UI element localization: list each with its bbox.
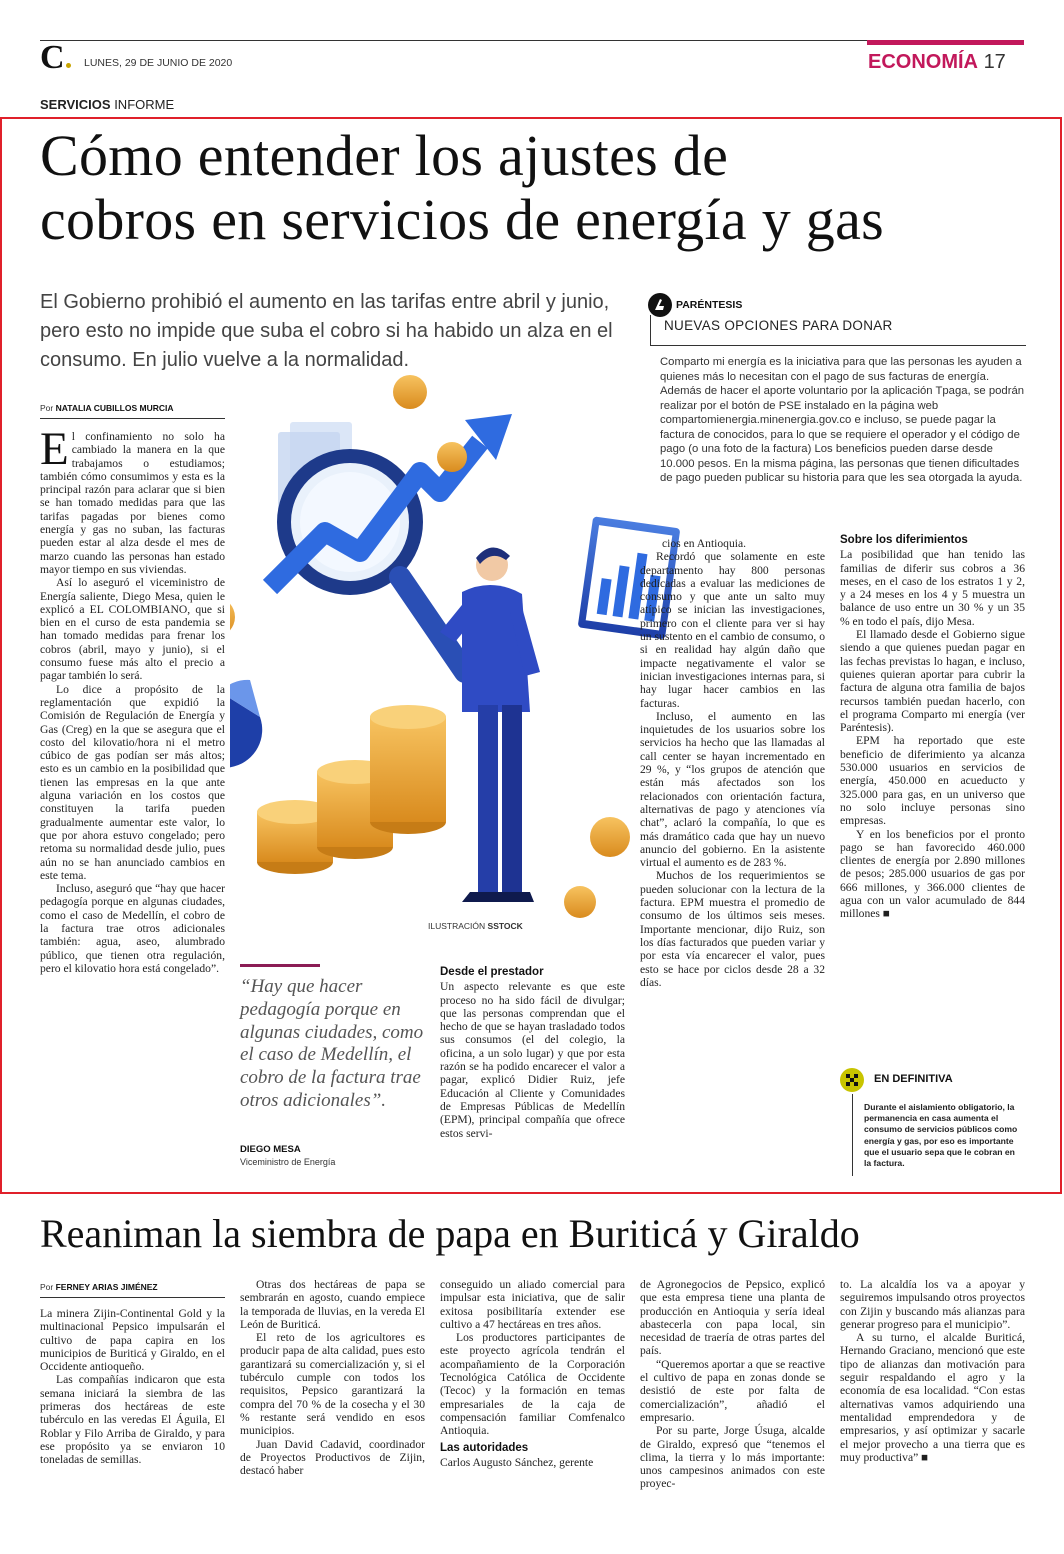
definitiva-body: Durante el aislamiento obligatorio, la permanencia en casa aumenta el consumo de servicios públicos como energía y gas, por eso es importante que el usuario sepa que le cobran en la factura.: [864, 1102, 1018, 1169]
parentesis-title: NUEVAS OPCIONES PARA DONAR: [664, 318, 893, 333]
paragraph: Las compañías indicaron que esta semana iniciará la siembra de las primeras dos hectáreas de este tubérculo en las veredas El Águila, El Roblar y Filo Arriba de Giraldo, y para ese propósito ya se enviaron 10 toneladas de semillas.: [40, 1373, 225, 1467]
paragraph: de Agronegocios de Pepsico, explicó que esta empresa tiene una planta de producción en Antioquia y sería ideal abastecerla con papa local, sin necesidad de traería de otras partes del país.: [640, 1278, 825, 1358]
headline-line-1: Cómo entender los ajustes de: [40, 123, 729, 188]
article-column-1: [40, 423, 225, 975]
paragraph: Otras dos hectáreas de papa se sembrarán en agosto, cuando empiece la temporada de lluvias, en la vereda El León de Buriticá.: [240, 1278, 425, 1331]
headline: [40, 124, 884, 252]
parentesis-rule-h: [650, 345, 1026, 346]
article2-headline: Reaniman la siembra de papa en Buriticá y Giraldo: [40, 1211, 860, 1256]
paragraph: Un aspecto relevante es que este proceso no ha sido fácil de divulgar; que las personas comprendan que el hecho de que se hayan trasladado todos sus consumos (el del colegio, la oficina, a un solo lugar) y que por esta razón se ha podido encarecer el valor a pagar, explicó Didier Ruiz, jefe Educación al Cliente y Comunidades de Empresas Públicas de Medellín (EPM), principal compañía que ofrece estos servi-: [440, 980, 625, 1140]
parentesis-body: Comparto mi energía es la iniciativa para que las personas les ayuden a quienes más lo necesitan con el pago de sus facturas de energía. Además de hacer el aporte voluntario por la aplicación Tpaga, se podrán realizar por el botón de PSE instalado en la página web compartomienergia.minenergia.gov.co e incluso, se puede pagar la factura de conocidos, para lo que se requiere el operador y el código de pago (o una foto de la factura) Los beneficios pueden darse desde 10.000 pesos. En la misma página, las personas que tienen dificultades de pago pueden publicar su historia para que les sea otorgada la ayuda.: [660, 356, 1025, 484]
author: FERNEY ARIAS JIMÉNEZ: [55, 1282, 158, 1292]
paragraph: EPM ha reportado que este beneficio de diferimiento ya alcanza 530.000 usuarios en servicios de energía, 450.000 en acueducto y 325.000 para gas, en un universo que no solo incluye personas sino empresas.: [840, 734, 1025, 828]
coin-stacks: [257, 705, 446, 874]
article-column-5: [840, 534, 1025, 921]
paragraph: Incluso, el aumento en las inquietudes de los usuarios sobre los servicios ha hecho que las llamadas al call center se hayan incrementado en 29 %, y “los grupos de atención que están más afectados son los relacionados con orientación factura, alternativas de pago y atenciones vía chat”, aclaró la compañía, lo que es más dramático cada que hay un nuevo anuncio del gobierno. En la asistente virtual el aumento es de 283 %.: [640, 709, 825, 870]
paragraph: A su turno, el alcalde Buriticá, Hernando Graciano, mencionó que este tipo de alianzas dan motivación para seguir respaldando el agro y la economía de esa localidad. “Con estas alternativas vamos adquiriendo una mentalidad emprendedora y de empresarios, y así optimizar y sacarle el mejor provecho a una tierra que es muy productiva” ■: [840, 1331, 1025, 1464]
subheading: Sobre los diferimientos: [840, 534, 968, 546]
paragraph: El reto de los agricultores es producir papa de alta calidad, pues esto garantizará su comercialización y, si el tubérculo cumple con todos los requisitos, Pepsico garantizará la compra del 70 % de la cosecha y el 30 % restante será vendido en esos municipios.: [240, 1331, 425, 1438]
paragraph: Juan David Cadavid, coordinador de Proyectos Productivos de Zijin, destacó haber: [240, 1437, 425, 1478]
paragraph: La posibilidad que han tenido las familias de diferir sus cobros a 36 meses, en el caso de los estratos 1 y 2, y a 24 meses en los 4 y 5 muestra un balance de uso entre un 30 % y un 35 % en todo el país, dijo Mesa.: [840, 548, 1025, 628]
parentesis-rule: [650, 315, 651, 345]
article-column-3: [440, 966, 625, 1140]
paragraph: Lo dice a propósito de la reglamentación que expidió la Comisión de Regulación de Energía y Gas (Creg) en la que se asegura que el costo del kilovatio/hora ni el metro cúbico de gas podían ser más altos; esto es un cambio en la posibilidad que tienen las empresas en la que ante alguna variación en los costos que constituyen la tarifa pueden gradualmente aumentar este valor, lo que por ahora estuvo congelado; pero retoma su normalidad desde julio, pues aún no se han anunciado cambios en este tema.: [40, 682, 225, 882]
illustration: [230, 372, 700, 922]
quote-rule: [240, 964, 320, 967]
paragraph: “Queremos aportar a que se reactive el cultivo de papa en zonas donde se desistió de este por falta de comercialización”, añadió el empresario.: [640, 1357, 825, 1424]
paragraph: Recordó que solamente en este departamento hay 800 personas dedicadas a evaluar las mediciones de consumo y que ante un salto muy atípico se inician las investigaciones, primero con el cliente para ver si hay un sustento en el cambio de consumo, o si en realidad hay algún daño que impacte negativamente el valor se inician investigaciones internas para, si hay lugar hacer cambios en las facturas.: [640, 550, 825, 710]
article2-column-2: [240, 1278, 425, 1477]
newspaper-logo: C: [40, 43, 71, 73]
paragraph: to. La alcaldía los va a apoyar y seguiremos impulsando otros proyectos con Zijin y buscando más alianzas para generar progreso para el municipio”.: [840, 1278, 1025, 1331]
definitiva-rule: [852, 1094, 853, 1176]
person: [440, 547, 540, 902]
page-number: 17: [983, 51, 1006, 73]
kicker-type: INFORME: [114, 97, 175, 112]
section-label: ECONOMÍA: [868, 51, 978, 73]
article-column-4: [640, 537, 825, 989]
author: NATALIA CUBILLOS MURCIA: [55, 403, 174, 413]
article2-column-4: [640, 1278, 825, 1491]
paragraph: Por su parte, Jorge Úsuga, alcalde de Giraldo, expresó que “tenemos el clima, la tierra y lo más importante: unos campesinos animados con este proyec-: [640, 1424, 825, 1491]
article2-column-1: [40, 1307, 225, 1467]
parentesis-box: [648, 293, 1028, 506]
paragraph: Muchos de los requerimientos se pueden solucionar con la lectura de la factura. EPM muestra el promedio de consumo de los últimos seis meses. Importante mencionar, dijo Ruiz, son los días facturados que pueden variar y por esta vía encarecer el valor, pues esto se hace por ciclos desde 28 a 32 días.: [640, 869, 825, 989]
section-name: [868, 50, 1006, 74]
paragraph: Así lo aseguró el viceministro de Energía saliente, Diego Mesa, quien le explicó a EL COLOMBIANO, que si bien en el curso de esta pandemia se han tomado medidas para frenar los cobros (abril, mayo y junio), si el consumo fuese más alto el precio a pagar también lo será.: [40, 576, 225, 683]
paragraph: Carlos Augusto Sánchez, gerente: [440, 1455, 594, 1469]
paragraph: El confinamiento no solo ha cambiado la manera en la que trabajamos o estudiamos; también cómo consumimos y esta es la principal razón para aclarar que si bien se han tomado medidas para que las tarifas pagadas por bienes como energía y gas no suban, las facturas pueden estar al alza desde el mes de marzo cuando las personas han estado mayor tiempo en sus viviendas.: [40, 423, 225, 576]
paragraph: conseguido un aliado comercial para impulsar esta iniciativa, que de salir exitosa posibilitaría extender ese cultivo a 47 hectáreas en tres años.: [440, 1278, 625, 1331]
paragraph: Los productores participantes de este proyecto agrícola tendrán el acompañamiento de la Corporación Tecnológica Católica de Occidente (Tecoc) y la formación en temas empresariales de la caja de compensación familiar Comfenalco Antioquia.: [440, 1331, 625, 1438]
paragraph: La minera Zijin-Continental Gold y la multinacional Pepsico impulsarán el cultivo de papa capira en los municipios de Buriticá y Giraldo, en el Occidente antioqueño.: [40, 1307, 225, 1374]
definitiva-label: EN DEFINITIVA: [874, 1073, 953, 1085]
article2-byline: Por FERNEY ARIAS JIMÉNEZ: [40, 1282, 225, 1298]
paragraph: Y en los beneficios por el pronto pago se han favorecido 460.000 clientes de energía por 2.890 millones de pesos; 285.000 usuarios de gas por 666 millones, y 366.000 clientes de agua con un valor acumulado de 844 millones ■: [840, 827, 1025, 921]
article2-column-5: [840, 1278, 1025, 1464]
lead: El Gobierno prohibió el aumento en las tarifas entre abril y junio, pero esto no impide que suba el cobro si ha habido un alza en el consumo. En julio vuelve a la normalidad.: [40, 291, 613, 371]
kicker: [40, 97, 174, 112]
illustration-credit: ILUSTRACIÓN SSTOCK: [428, 921, 523, 931]
issue-date: LUNES, 29 DE JUNIO DE 2020: [84, 57, 233, 69]
drop-cap: E: [40, 423, 69, 475]
paragraph: El llamado desde el Gobierno sigue siendo a que quienes puedan pagar en las fechas previstas lo hagan, e incluso, quienes quieran aportar para cubrir la factura de alguna otra familia de bajos recursos también puedan hacerlo, con el programa Comparto mi energía (ver Paréntesis).: [840, 628, 1025, 735]
subheading: Desde el prestador: [440, 966, 544, 978]
thumb-icon: [648, 293, 672, 317]
parentesis-label: PARÉNTESIS: [676, 299, 743, 311]
subheading: Las autoridades: [440, 1441, 529, 1454]
kicker-section: SERVICIOS: [40, 97, 111, 112]
definitiva-icon: [840, 1068, 864, 1092]
byline: Por NATALIA CUBILLOS MURCIA: [40, 403, 225, 419]
paragraph: cios en Antioquia.: [662, 537, 747, 550]
section-tab-bar: [867, 40, 1024, 45]
quote-role: Viceministro de Energía: [240, 1157, 336, 1167]
article2-column-3: [440, 1278, 625, 1469]
paragraph: Incluso, aseguró que “hay que hacer pedagogía porque en algunas ciudades, como el caso de Medellín, el cobro de la factura trae otros adicionales también: agua, aseo, alumbrado público, que tienen otra regulación, pero el kilovatio hora está congelado”.: [40, 882, 225, 975]
pull-quote: “Hay que hacer pedagogía porque en algunas ciudades, como el caso de Medellín, el cobro de la factura trae otros adicionales”.: [240, 976, 424, 1111]
quote-name: DIEGO MESA: [240, 1144, 301, 1155]
headline-line-2: cobros en servicios de energía y gas: [40, 187, 885, 252]
definitiva-box: [840, 1068, 1025, 1178]
